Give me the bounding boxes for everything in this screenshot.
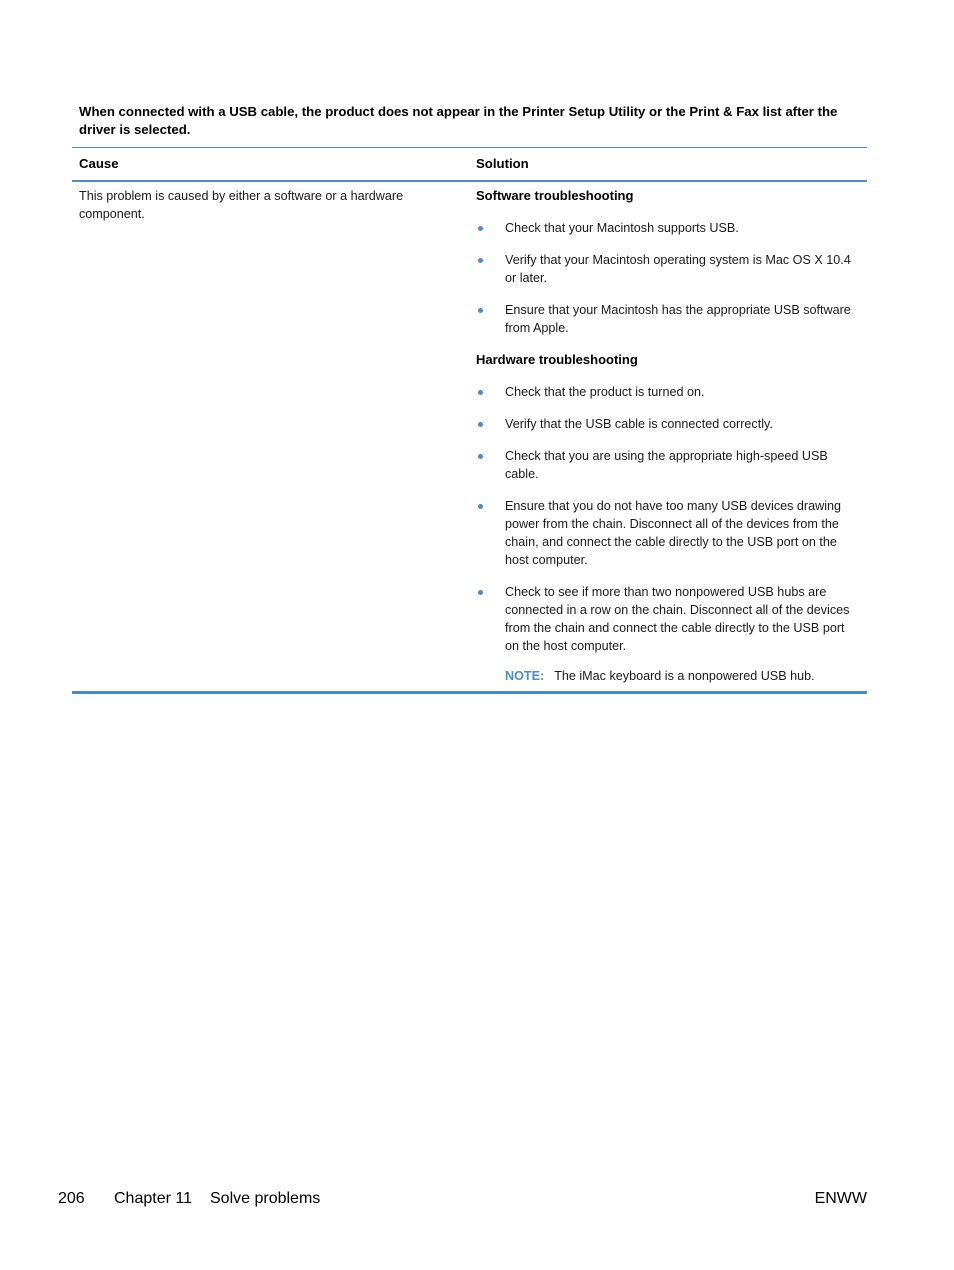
hardware-troubleshooting-title: Hardware troubleshooting bbox=[476, 352, 638, 367]
solution-cell bbox=[469, 182, 867, 685]
bullet-icon bbox=[478, 422, 483, 427]
list-item bbox=[476, 447, 859, 483]
bullet-icon bbox=[478, 258, 483, 263]
list-item-text: Verify that the USB cable is connected correctly. bbox=[505, 417, 773, 431]
brand-label: ENWW bbox=[814, 1190, 867, 1207]
section-heading: When connected with a USB cable, the product does not appear in the Printer Setup Utility or the Print & Fax list after the driver is selected. bbox=[79, 104, 838, 137]
hardware-steps-list bbox=[476, 383, 859, 655]
page-number: 206 bbox=[58, 1190, 85, 1207]
table-header-row bbox=[72, 148, 867, 182]
list-item-text: Check that you are using the appropriate high-speed USB cable. bbox=[505, 449, 828, 481]
bullet-icon bbox=[478, 454, 483, 459]
software-steps-list bbox=[476, 219, 859, 337]
bullet-icon bbox=[478, 390, 483, 395]
list-item-text: Ensure that your Macintosh has the appropriate USB software from Apple. bbox=[505, 303, 851, 335]
bullet-icon bbox=[478, 226, 483, 231]
list-item bbox=[476, 415, 859, 433]
list-item-text: Verify that your Macintosh operating system is Mac OS X 10.4 or later. bbox=[505, 253, 851, 285]
list-item bbox=[476, 583, 859, 655]
table-row bbox=[72, 182, 867, 694]
list-item bbox=[476, 301, 859, 337]
list-item-text: Check that the product is turned on. bbox=[505, 385, 705, 399]
troubleshooting-table bbox=[72, 147, 867, 694]
cause-cell: This problem is caused by either a software or a hardware component. bbox=[79, 189, 404, 221]
column-header-cause: Cause bbox=[79, 156, 119, 171]
bullet-icon bbox=[478, 590, 483, 595]
note bbox=[476, 667, 859, 685]
list-item bbox=[476, 251, 859, 287]
list-item bbox=[476, 383, 859, 401]
column-header-solution: Solution bbox=[476, 156, 529, 171]
chapter-label: Chapter 11 bbox=[114, 1190, 192, 1207]
list-item-text: Check to see if more than two nonpowered USB hubs are connected in a row on the chain. Disconnect all of the devices from the chain and connect the cable directly to the USB port on the host computer. bbox=[505, 585, 850, 653]
list-item bbox=[476, 219, 859, 237]
note-text: The iMac keyboard is a nonpowered USB hub. bbox=[554, 669, 815, 683]
list-item-text: Check that your Macintosh supports USB. bbox=[505, 221, 739, 235]
software-troubleshooting-title: Software troubleshooting bbox=[476, 188, 634, 203]
list-item bbox=[476, 497, 859, 569]
section-label: Solve problems bbox=[210, 1190, 321, 1207]
list-item-text: Ensure that you do not have too many USB devices drawing power from the chain. Disconnect all of the devices from the chain, and connect the cable directly to the USB port on the host computer. bbox=[505, 499, 842, 567]
note-label: NOTE: bbox=[505, 669, 545, 683]
bullet-icon bbox=[478, 308, 483, 313]
bullet-icon bbox=[478, 504, 483, 509]
